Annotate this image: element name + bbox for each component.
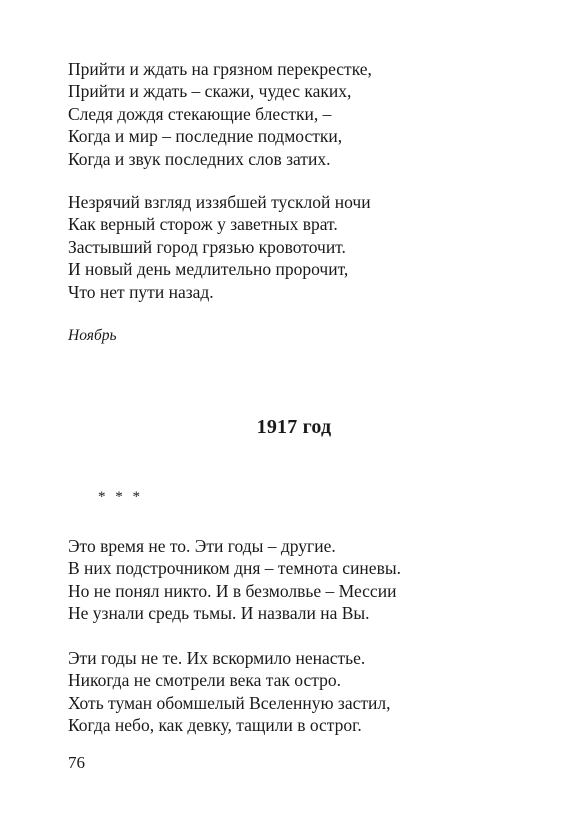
poem-line: Когда и мир – последние подмостки,: [68, 126, 343, 147]
page-number: 76: [68, 753, 85, 772]
poem-line: Прийти и ждать на грязном перекрестке,: [68, 59, 372, 79]
poem-line: Следя дождя стекающие блестки, –: [68, 103, 332, 124]
poem-line: Когда небо, как девку, тащили в острог.: [68, 715, 362, 736]
poem-line: Что нет пути назад.: [68, 281, 214, 302]
stanza: [68, 58, 372, 170]
poem-line: В них подстрочником дня – темнота синевы.: [68, 558, 401, 579]
poem-line: Застывший город грязью кровоточит.: [68, 236, 346, 257]
stanza: [68, 535, 401, 625]
poem-line: Эти годы не те. Их вскормило ненастье.: [68, 648, 366, 668]
poem-line: Как верный сторож у заветных врат.: [68, 214, 338, 235]
poem-line: Никогда не смотрели века так остро.: [68, 670, 341, 691]
poem-separator-asterisks: * * *: [98, 489, 143, 505]
poem-line: Хоть туман обомшелый Вселенную застил,: [68, 692, 391, 713]
poem-dateline: Ноябрь: [68, 327, 117, 344]
section-title: 1917 год: [256, 416, 332, 438]
poem-line: Незрячий взгляд иззябшей тусклой ночи: [68, 192, 371, 212]
poem-line: Не узнали средь тьмы. И назвали на Вы.: [68, 603, 370, 624]
poem-line: Но не понял никто. И в безмолвье – Мессии: [68, 580, 397, 601]
stanza: [68, 647, 391, 737]
stanza: [68, 191, 371, 303]
poem-line: И новый день медлительно пророчит,: [68, 259, 349, 280]
poem-line: Это время не то. Эти годы – другие.: [68, 536, 336, 556]
poem-line: Прийти и ждать – скажи, чудес каких,: [68, 81, 352, 102]
poem-line: Когда и звук последних слов затих.: [68, 148, 331, 169]
